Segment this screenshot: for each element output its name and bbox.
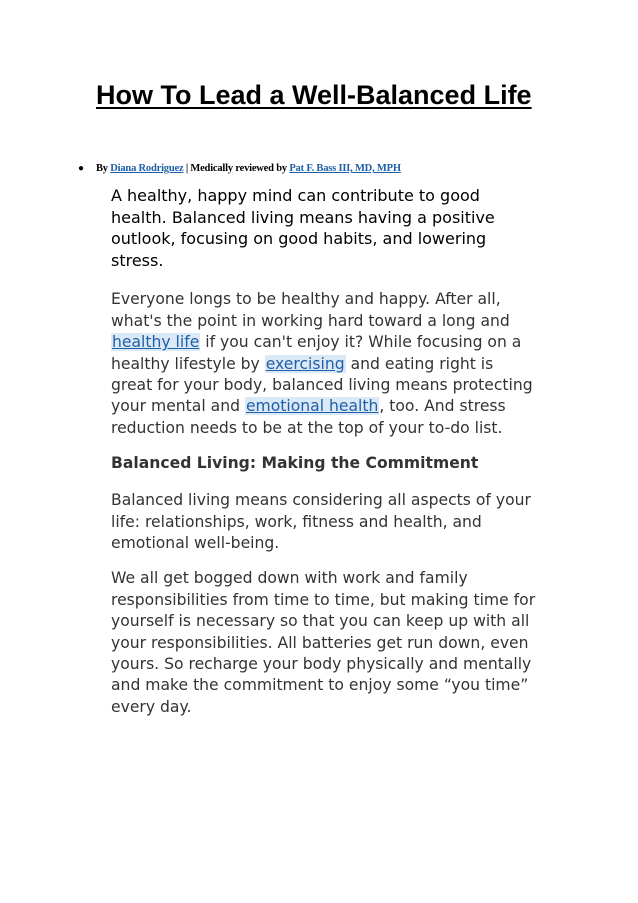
- paragraph-1-text-2: if you can't enjoy it? While focusing on a healthy lifestyle by: [111, 333, 522, 373]
- bullet-icon: ●: [78, 163, 85, 174]
- paragraph-1-text-1: Everyone longs to be healthy and happy. After all, what's the point in working hard toward a long and: [111, 290, 510, 330]
- emotional-health-link[interactable]: emotional health: [245, 397, 379, 416]
- article-title: How To Lead a Well-Balanced Life: [96, 80, 532, 110]
- article-body: [111, 185, 536, 732]
- section-heading: Balanced Living: Making the Commitment: [111, 454, 479, 473]
- reviewer-link[interactable]: Pat F. Bass III, MD, MPH: [289, 163, 401, 174]
- paragraph-3: We all get bogged down with work and family responsibilities from time to time, but making time for yourself is necessary so that you can keep up with all your responsibilities. All batteries get run down, even yours. So recharge your body physically and mentally and make the commitment to enjoy some “you time” every day.: [111, 569, 536, 716]
- paragraph-1: [111, 289, 536, 439]
- intro-paragraph: A healthy, happy mind can contribute to good health. Balanced living means having a positive outlook, focusing on good habits, and lowering stress.: [111, 186, 495, 270]
- byline: [96, 161, 401, 177]
- paragraph-2: Balanced living means considering all aspects of your life: relationships, work, fitness and health, and emotional well-being.: [111, 491, 531, 553]
- healthy-life-link[interactable]: healthy life: [112, 333, 200, 352]
- paragraph-1-text-4: , too. And stress reduction needs to be at the top of your to-do list.: [111, 397, 506, 437]
- paragraph-1-text-3: and eating right is great for your body, balanced living means protecting your mental and: [111, 354, 533, 416]
- byline-prefix: By: [96, 163, 111, 174]
- author-link[interactable]: Diana Rodriguez: [110, 163, 184, 174]
- byline-separator: | Medically reviewed by: [183, 163, 290, 174]
- exercising-link[interactable]: exercising: [265, 354, 345, 373]
